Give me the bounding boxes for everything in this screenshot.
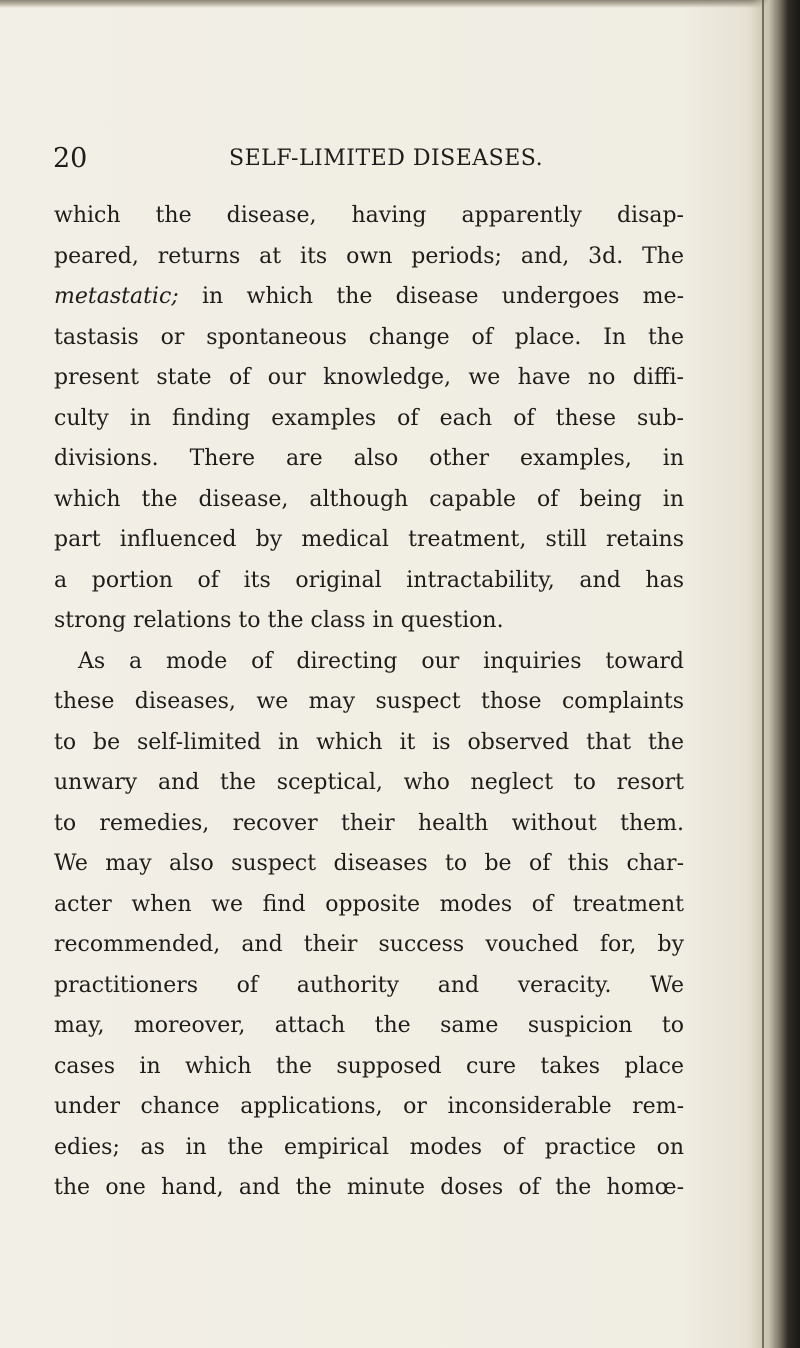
text-line: strong relations to the class in question. [54,608,504,633]
text-line: a portion of its original intractability, and has [54,567,684,593]
text-line: part influenced by medical treatment, still retains [54,527,684,552]
text-line: peared, returns at its own periods; and, 3d. The [54,243,684,269]
text-line: which the disease, although capable of being in [54,486,684,512]
text-line: We may also suspect diseases to be of this char- [54,851,684,876]
text-line: under chance applications, or inconsiderable rem- [54,1094,684,1119]
text-line: metastatic; in which the disease undergoes me- [54,284,684,309]
running-head [53,143,683,183]
italic-term: metastatic; [54,284,179,309]
running-title: SELF-LIMITED DISEASES. [229,146,544,171]
text-line: tastasis or spontaneous change of place. In the [54,324,684,350]
text-line: divisions. There are also other examples, in [54,446,684,471]
text-line: unwary and the sceptical, who neglect to resort [54,770,684,795]
text-line: the one hand, and the minute doses of the homœ- [54,1175,684,1200]
text-line: culty in finding examples of each of these sub- [54,405,684,431]
text-line: cases in which the supposed cure takes place [54,1053,684,1079]
page-top-edge [0,0,800,8]
text-line: recommended, and their success vouched for, by [54,932,684,957]
text-line: edies; as in the empirical modes of practice on [54,1134,684,1160]
text-line: to be self-limited in which it is observed that the [54,729,684,755]
book-binding-line [762,0,764,1348]
page-number: 20 [53,143,88,174]
text-line: present state of our knowledge, we have no diffi- [54,365,684,390]
text-line: may, moreover, attach the same suspicion to [54,1013,684,1038]
book-binding-edge [752,0,800,1348]
body-text [54,196,684,1209]
text-line: which the disease, having apparently disap- [54,203,684,228]
text-line: these diseases, we may suspect those complaints [54,689,684,714]
text-line: practitioners of authority and veracity. We [54,972,684,998]
text-line: acter when we find opposite modes of treatment [54,891,684,917]
text-line: As a mode of directing our inquiries toward [78,648,684,674]
text-line: to remedies, recover their health without them. [54,810,684,836]
